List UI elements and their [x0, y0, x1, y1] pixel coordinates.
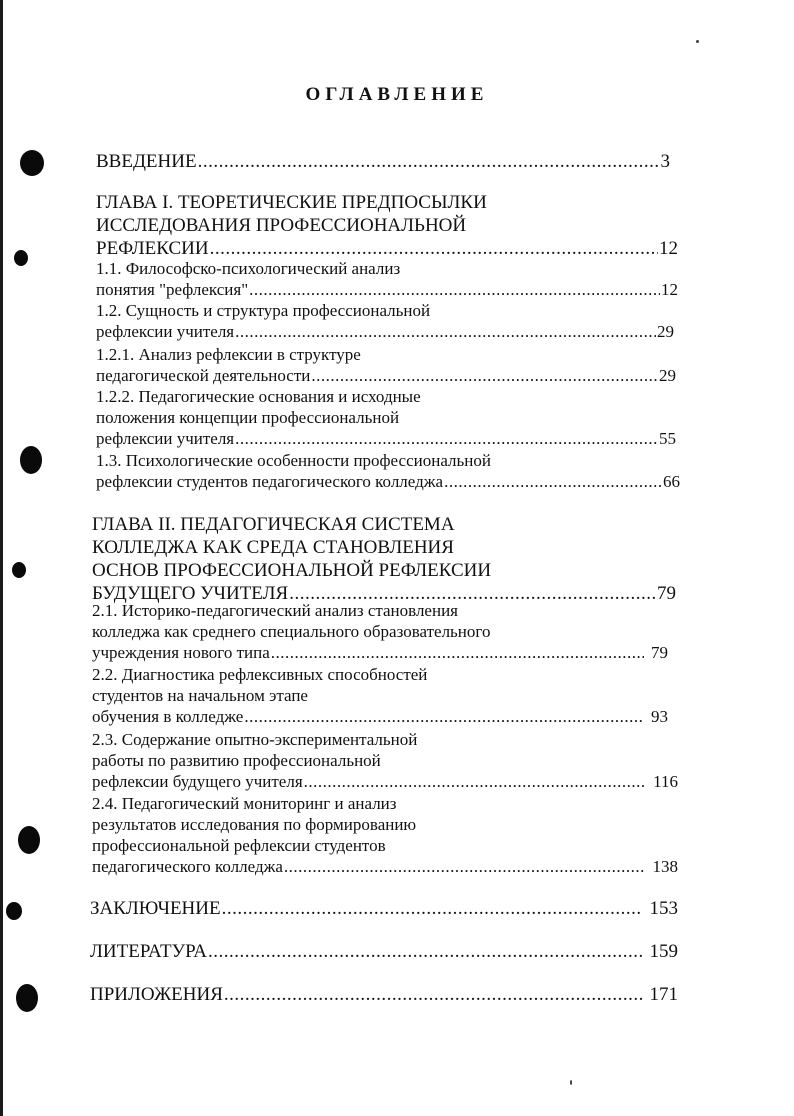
toc-line: [92, 706, 668, 727]
dot-leader: [244, 706, 644, 727]
toc-page-number: 153: [649, 898, 678, 919]
punch-hole: [14, 250, 28, 266]
toc-entry-title: ВВЕДЕНИЕ: [96, 151, 197, 172]
toc-line: [96, 471, 680, 492]
toc-entry-literature: [90, 940, 678, 963]
toc-line: [90, 983, 678, 1006]
toc-entry-section-1-1: [96, 258, 678, 300]
toc-entry-title: педагогической деятельности: [96, 366, 311, 385]
dot-leader: [271, 642, 644, 663]
toc-entry-title: студентов на начальном этапе: [92, 686, 308, 705]
toc-entry-title: рефлексии учителя: [96, 429, 235, 448]
toc-line: [96, 191, 678, 214]
toc-entry-chapter-2: [92, 513, 676, 605]
toc-line: [96, 300, 674, 321]
punch-hole: [20, 150, 44, 176]
toc-entry-title: 1.2.1. Анализ рефлексии в структуре: [96, 345, 361, 364]
dot-leader: [235, 428, 658, 449]
toc-line: [92, 729, 678, 750]
toc-line: [96, 407, 676, 428]
toc-entry-title: рефлексии учителя: [96, 322, 235, 341]
toc-entry-title: ГЛАВА II. ПЕДАГОГИЧЕСКАЯ СИСТЕМА: [92, 514, 455, 535]
toc-page-number: 3: [660, 151, 670, 172]
toc-line: [92, 771, 678, 792]
toc-entry-title: ГЛАВА I. ТЕОРЕТИЧЕСКИЕ ПРЕДПОСЫЛКИ: [96, 192, 487, 213]
toc-entry-title: 1.2.2. Педагогические основания и исходные: [96, 387, 421, 406]
toc-entry-section-2-1: [92, 600, 668, 663]
toc-line: [92, 856, 678, 877]
toc-entry-title: ПРИЛОЖЕНИЯ: [90, 984, 223, 1005]
toc-entry-section-2-4: [92, 793, 678, 877]
toc-page-number: 93: [651, 707, 668, 726]
toc-line: [92, 513, 676, 536]
toc-entry-section-1-2-2: [96, 386, 676, 449]
punch-hole: [6, 902, 22, 920]
dot-leader: [284, 856, 646, 877]
toc-page-number: 79: [651, 643, 668, 662]
toc-line: [96, 428, 676, 449]
toc-entry-section-2-2: [92, 664, 668, 727]
scan-speck: [570, 1080, 572, 1085]
toc-line: [90, 897, 678, 920]
toc-entry-section-2-3: [92, 729, 678, 792]
toc-entry-section-1-2-1: [96, 344, 676, 386]
toc-line: [96, 321, 674, 342]
page-title: ОГЛАВЛЕНИЕ: [305, 84, 489, 105]
toc-line: [96, 237, 678, 260]
toc-page-number: 66: [663, 472, 680, 491]
toc-line: [96, 214, 678, 237]
toc-entry-title: КОЛЛЕДЖА КАК СРЕДА СТАНОВЛЕНИЯ: [92, 537, 454, 558]
toc-page-number: 138: [652, 857, 678, 876]
toc-entry-title: колледжа как среднего специального образовательного: [92, 622, 491, 641]
toc-entry-title: ЛИТЕРАТУРА: [90, 941, 207, 962]
dot-leader: [249, 279, 660, 300]
toc-entry-title: БУДУЩЕГО УЧИТЕЛЯ: [92, 583, 289, 604]
toc-line: [92, 600, 668, 621]
toc-entry-title: профессиональной рефлексии студентов: [92, 836, 386, 855]
toc-line: [96, 344, 676, 365]
toc-line: [92, 536, 676, 559]
toc-entry-title: ИССЛЕДОВАНИЯ ПРОФЕССИОНАЛЬНОЙ: [96, 215, 467, 236]
dot-leader: [208, 940, 643, 963]
toc-entry-introduction: [96, 150, 670, 173]
toc-entry-title: рефлексии будущего учителя: [92, 772, 303, 791]
toc-entry-title: 1.1. Философско-психологический анализ: [96, 259, 401, 278]
toc-line: [96, 365, 676, 386]
dot-leader: [224, 983, 643, 1006]
toc-entry-title: 2.4. Педагогический мониторинг и анализ: [92, 794, 397, 813]
toc-entry-title: учреждения нового типа: [92, 643, 270, 662]
toc-page-number: 29: [657, 322, 674, 341]
punch-hole: [20, 446, 42, 474]
dot-leader: [210, 237, 658, 260]
toc-entry-section-1-2: [96, 300, 674, 342]
dot-leader: [304, 771, 646, 792]
toc-line: [92, 793, 678, 814]
toc-line: [96, 386, 676, 407]
toc-entry-title: 2.3. Содержание опытно-экспериментальной: [92, 730, 418, 749]
toc-entry-title: 2.1. Историко-педагогический анализ становления: [92, 601, 458, 620]
toc-page-number: 12: [659, 238, 678, 259]
dot-leader: [311, 365, 658, 386]
punch-hole: [12, 562, 26, 578]
dot-leader: [222, 897, 643, 920]
toc-entry-section-1-3: [96, 450, 680, 492]
toc-page-number: 12: [661, 280, 678, 299]
punch-hole: [16, 984, 38, 1012]
toc-line: [92, 685, 668, 706]
toc-entry-title: положения концепции профессиональной: [96, 408, 400, 427]
toc-entry-title: 2.2. Диагностика рефлексивных способностей: [92, 665, 428, 684]
toc-line: [96, 279, 678, 300]
scan-left-edge: [0, 0, 3, 1116]
toc-entry-title: обучения в колледже: [92, 707, 244, 726]
toc-line: [92, 664, 668, 685]
toc-entry-chapter-1: [96, 191, 678, 260]
toc-entry-title: 1.3. Психологические особенности профессиональной: [96, 451, 491, 470]
toc-page-number: 171: [649, 984, 678, 1005]
toc-line: [92, 559, 676, 582]
punch-hole: [18, 826, 40, 854]
scan-speck: [696, 40, 699, 43]
toc-page-number: 159: [649, 941, 678, 962]
toc-line: [96, 258, 678, 279]
toc-line: [96, 450, 680, 471]
toc-line: [96, 150, 670, 173]
toc-entry-title: РЕФЛЕКСИИ: [96, 238, 209, 259]
dot-leader: [198, 150, 660, 173]
toc-entry-title: ОСНОВ ПРОФЕССИОНАЛЬНОЙ РЕФЛЕКСИИ: [92, 560, 492, 581]
toc-line: [92, 642, 668, 663]
toc-line: [92, 621, 668, 642]
toc-entry-title: результатов исследования по формированию: [92, 815, 417, 834]
toc-page-number: 55: [659, 429, 676, 448]
toc-line: [92, 750, 678, 771]
toc-line: [92, 814, 678, 835]
toc-page-number: 116: [653, 772, 678, 791]
toc-entry-appendices: [90, 983, 678, 1006]
toc-entry-title: ЗАКЛЮЧЕНИЕ: [90, 898, 221, 919]
toc-entry-title: рефлексии студентов педагогического колледжа: [96, 472, 444, 491]
toc-entry-title: работы по развитию профессиональной: [92, 751, 381, 770]
toc-page-number: 29: [659, 366, 676, 385]
dot-leader: [444, 471, 662, 492]
toc-page-number: 79: [657, 583, 676, 604]
toc-line: [92, 835, 678, 856]
toc-entry-title: педагогического колледжа: [92, 857, 283, 876]
toc-entry-conclusion: [90, 897, 678, 920]
toc-entry-title: 1.2. Сущность и структура профессиональной: [96, 301, 431, 320]
toc-entry-title: понятия "рефлексия": [96, 280, 249, 299]
toc-line: [90, 940, 678, 963]
dot-leader: [235, 321, 656, 342]
